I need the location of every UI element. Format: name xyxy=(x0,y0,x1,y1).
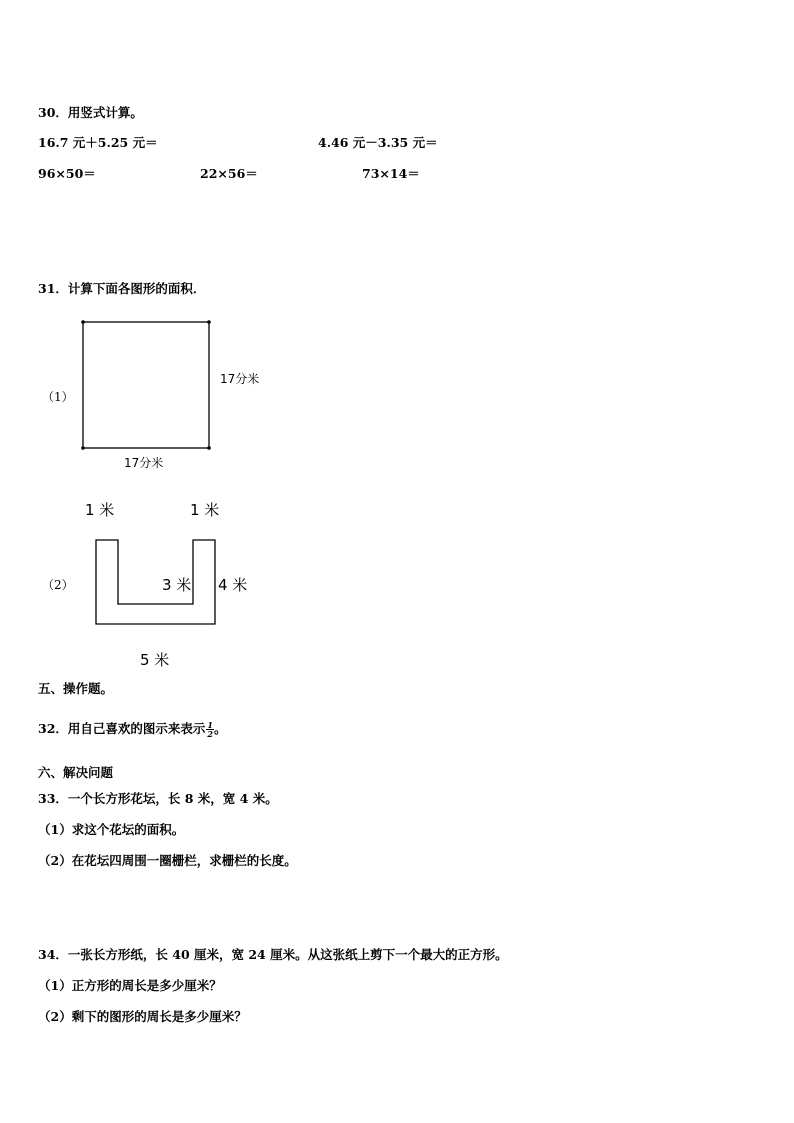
q31-title: 31．计算下面各图形的面积． xyxy=(38,281,206,296)
square-corner-br xyxy=(207,446,211,450)
q34-sub2: （2）剩下的图形的周长是多少厘米？ xyxy=(38,1009,247,1024)
q32-text xyxy=(38,721,227,738)
fraction-denominator: 2 xyxy=(207,729,213,739)
q34-title: 34．一张长方形纸，长 40 厘米，宽 24 厘米。从这张纸上剪下一个最大的正方形。 xyxy=(38,947,508,962)
q33-sub1: （1）求这个花坛的面积。 xyxy=(38,822,185,837)
fig2-top-right: 1 米 xyxy=(190,501,220,519)
fig2-outer-height: 4 米 xyxy=(218,576,248,594)
one-half-fraction xyxy=(206,721,214,738)
q32-prompt: 32．用自己喜欢的图示来表示 xyxy=(38,721,206,736)
fig2-inner-height: 3 米 xyxy=(162,576,192,594)
fraction-numerator: 1 xyxy=(207,720,213,730)
q30-item-2: 4.46 元－3.35 元＝ xyxy=(318,135,438,150)
section6-title: 六、解决问题 xyxy=(38,765,114,780)
fig2-top-left: 1 米 xyxy=(85,501,115,519)
q30-item-1: 16.7 元＋5.25 元＝ xyxy=(38,135,158,150)
fig1-label: （1） xyxy=(42,390,74,404)
square-figure xyxy=(83,322,209,448)
q30-item-4: 22×56＝ xyxy=(200,166,258,181)
square-corner-bl xyxy=(81,446,85,450)
q30-title: 30．用竖式计算。 xyxy=(38,105,143,120)
square-corner-tl xyxy=(81,320,85,324)
q34-sub1: （1）正方形的周长是多少厘米？ xyxy=(38,978,222,993)
q30-item-3: 96×50＝ xyxy=(38,166,96,181)
q33-sub2: （2）在花坛四周围一圈栅栏，求栅栏的长度。 xyxy=(38,853,297,868)
square-corner-tr xyxy=(207,320,211,324)
fig1-side-right: 17分米 xyxy=(220,372,260,386)
q32-end: 。 xyxy=(213,721,227,736)
fig2-bottom: 5 米 xyxy=(140,651,170,669)
section5-title: 五、操作题。 xyxy=(38,681,114,696)
u-shape-figure xyxy=(96,540,215,624)
fig1-side-bottom: 17分米 xyxy=(124,456,164,470)
q33-title: 33．一个长方形花坛，长 8 米，宽 4 米。 xyxy=(38,791,278,806)
fig2-label: （2） xyxy=(42,578,74,592)
q30-item-5: 73×14＝ xyxy=(362,166,420,181)
